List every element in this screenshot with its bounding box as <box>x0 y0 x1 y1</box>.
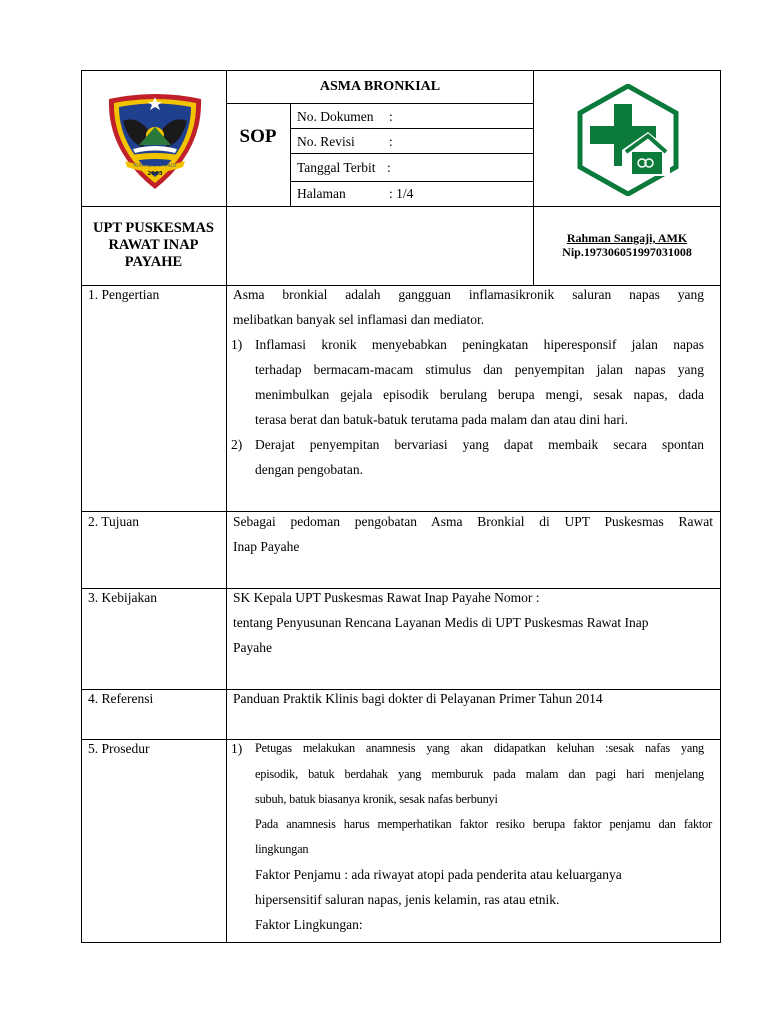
field-value-no-revisi: : <box>389 134 393 149</box>
table-border-left <box>81 70 82 943</box>
referensi-line-1: Panduan Praktik Klinis bagi dokter di Pelayanan Primer Tahun 2014 <box>233 691 603 706</box>
tujuan-line-2: Inap Payahe <box>233 539 300 554</box>
pengertian-item-2-marker: 2) <box>231 437 243 452</box>
sop-label: SOP <box>239 126 277 147</box>
prosedur-line-5: lingkungan <box>255 842 309 856</box>
table-border-bottom <box>81 942 721 943</box>
field-label-halaman: Halaman <box>297 186 346 201</box>
pengertian-item-1-line-4: terasa berat dan batuk-batuk terutama pada malam dan atau dini hari. <box>255 412 628 427</box>
signer-name: Rahman Sangaji, AMK <box>566 231 688 245</box>
prosedur-line-7: hipersensitif saluran napas, jenis kelamin, ras atau etnik. <box>255 892 560 907</box>
table-border-right <box>720 70 721 943</box>
section-label-kebijakan: 3. Kebijakan <box>88 590 157 605</box>
regency-emblem-logo <box>103 91 207 191</box>
header-row-divider <box>81 206 721 207</box>
kebijakan-line-2: tentang Penyusunan Rencana Layanan Medis di UPT Puskesmas Rawat Inap <box>233 615 649 630</box>
section-label-prosedur: 5. Prosedur <box>88 741 150 756</box>
table-border-top <box>81 70 721 71</box>
document-title: ASMA BRONKIAL <box>319 79 441 94</box>
field-value-tanggal-terbit: : <box>387 160 391 175</box>
sop-col-divider <box>290 103 291 207</box>
signer-nip: Nip.197306051997031008 <box>562 245 692 259</box>
kebijakan-line-1: SK Kepala UPT Puskesmas Rawat Inap Payahe Nomor : <box>233 590 540 605</box>
pengertian-line-2: melibatkan banyak sel inflamasi dan mediator. <box>233 312 485 327</box>
institution-line-1: UPT PUSKESMAS <box>93 220 214 236</box>
prosedur-line-3: subuh, batuk biasanya kronik, sesak nafas berbunyi <box>255 792 498 806</box>
svg-text:2003: 2003 <box>147 171 163 177</box>
tujuan-line-1: Sebagai pedoman pengobatan Asma Bronkial di UPT Puskesmas Rawat <box>233 514 713 529</box>
field-value-no-dokumen: : <box>389 109 393 124</box>
institution-line-3: PAYAHE <box>124 254 183 270</box>
prosedur-line-6: Faktor Penjamu : ada riwayat atopi pada penderita atau keluarganya <box>255 867 622 882</box>
pengertian-item-2-line-1: Derajat penyempitan bervariasi yang dapat membaik secara spontan <box>255 437 704 452</box>
pengertian-item-2-line-2: dengan pengobatan. <box>255 462 363 477</box>
institution-line-2: RAWAT INAP <box>108 237 199 253</box>
section-label-tujuan: 2. Tujuan <box>88 514 140 529</box>
pengertian-item-1-line-3: menimbulkan gejala episodik berulang berupa mengi, sesak napas, dada <box>255 387 704 402</box>
field-value-halaman: : 1/4 <box>389 186 414 201</box>
field-label-tanggal-terbit: Tanggal Terbit <box>297 160 376 175</box>
puskesmas-logo <box>576 84 680 196</box>
prosedur-line-2: episodik, batuk berdahak yang memburuk pada malam dan pagi hari menjelang <box>255 767 704 781</box>
field-label-no-dokumen: No. Dokumen <box>297 109 374 124</box>
prosedur-line-1: Petugas melakukan anamnesis yang akan didapatkan keluhan :sesak nafas yang <box>255 741 704 755</box>
title-row-divider <box>226 103 534 104</box>
section-label-referensi: 4. Referensi <box>88 691 154 706</box>
section-label-pengertian: 1. Pengertian <box>88 287 160 302</box>
pengertian-item-1-line-2: terhadap bermacam-macam stimulus dan penyempitan jalan napas yang <box>255 362 704 377</box>
pengertian-item-1-marker: 1) <box>231 337 243 352</box>
prosedur-item-1-marker: 1) <box>231 741 243 756</box>
prosedur-line-4: Pada anamnesis harus memperhatikan faktor resiko berupa faktor penjamu dan faktor <box>255 817 712 831</box>
signer-block <box>534 231 720 259</box>
field-label-no-revisi: No. Revisi <box>297 134 355 149</box>
institution-name <box>81 220 226 271</box>
kebijakan-line-3: Payahe <box>233 640 272 655</box>
header-col-divider-1 <box>226 70 227 943</box>
pengertian-line-1: Asma bronkial adalah gangguan inflamasikronik saluran napas yang <box>233 287 704 302</box>
pengertian-item-1-line-1: Inflamasi kronik menyebabkan peningkatan hiperesponsif jalan napas <box>255 337 704 352</box>
prosedur-line-8: Faktor Lingkungan: <box>255 917 363 932</box>
svg-text:ALAMI LOLI SI KALLU: ALAMI LOLI SI KALLU <box>133 162 177 168</box>
